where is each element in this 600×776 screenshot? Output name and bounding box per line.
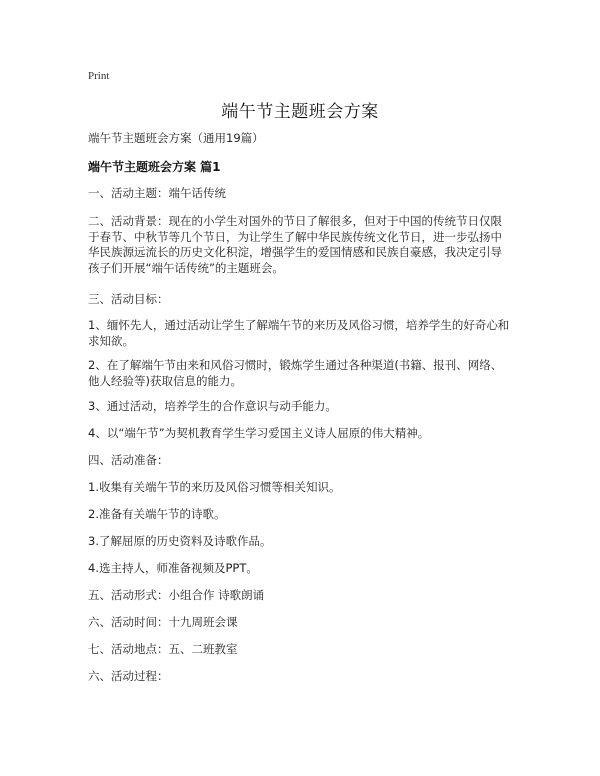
paragraph-prep-1: 1.收集有关端午节的来历及风俗习惯等相关知识。 xyxy=(88,480,341,494)
paragraph-prep-2: 2.准备有关端午节的诗歌。 xyxy=(88,507,226,521)
paragraph-goal-3: 3、通过活动，培养学生的合作意识与动手能力。 xyxy=(88,399,337,413)
paragraph-time: 六、活动时间：十九周班会课 xyxy=(88,615,238,629)
print-label[interactable]: Print xyxy=(88,70,110,82)
paragraph-background: 二、活动背景：现在的小学生对国外的节日了解很多，但对于中国的传统节日仅限于春节、中秋节等几个节日，为让学生了解中华民族传统文化节日，进一步弘扬中华民族源远流长的历史文化积淀，增强学生的爱国情感和民族自豪感，我决定引导孩子们开展“端午话传统”的主题班会。 xyxy=(88,214,502,275)
paragraph-goals-heading: 三、活动目标： xyxy=(88,292,169,306)
paragraph-prep-heading: 四、活动准备： xyxy=(88,453,169,467)
paragraph-theme: 一、活动主题：端午话传统 xyxy=(88,186,226,200)
paragraph-goal-1: 1、缅怀先人，通过活动让学生了解端午节的来历及风俗习惯，培养学生的好奇心和求知欲。 xyxy=(88,318,510,348)
paragraph-goal-2: 2、在了解端午节由来和风俗习惯时，锻炼学生通过各种渠道(书籍、报刊、网络、他人经验等)获取信息的能力。 xyxy=(88,358,503,388)
paragraph-prep-4: 4.选主持人，师准备视频及PPT。 xyxy=(88,561,258,575)
paragraph-prep-3: 3.了解屈原的历史资料及诗歌作品。 xyxy=(88,534,272,548)
document-subtitle: 端午节主题班会方案（通用19篇） xyxy=(88,131,264,145)
section-heading: 端午节主题班会方案 篇1 xyxy=(88,160,221,174)
paragraph-goal-4: 4、以“端午节”为契机教育学生学习爱国主义诗人屈原的伟大精神。 xyxy=(88,426,430,440)
paragraph-format: 五、活动形式：小组合作 诗歌朗诵 xyxy=(88,588,265,602)
paragraph-location: 七、活动地点：五、二班教室 xyxy=(88,642,238,656)
document-title: 端午节主题班会方案 xyxy=(221,102,379,122)
paragraph-process-heading: 六、活动过程： xyxy=(88,669,169,683)
